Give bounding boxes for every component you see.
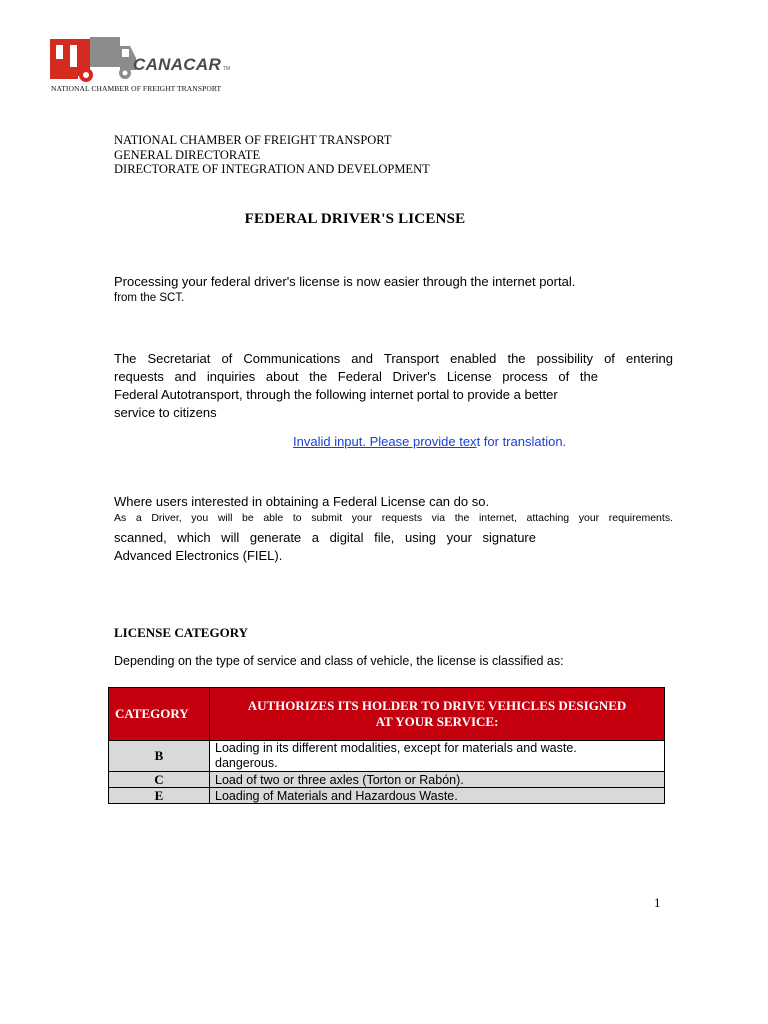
portal-link-rest[interactable]: t for translation. (476, 434, 567, 449)
category-description (210, 741, 665, 772)
table-header-row (109, 688, 665, 741)
category-code: B (109, 741, 210, 772)
truck-icon (50, 34, 136, 84)
section-intro: Depending on the type of service and class of vehicle, the license is classified as: (114, 654, 564, 668)
document-title: FEDERAL DRIVER'S LICENSE (244, 211, 466, 227)
org-line-2: GENERAL DIRECTORATE (114, 147, 261, 162)
table-row (109, 772, 665, 788)
portal-link-underlined[interactable]: Invalid input. Please provide tex (293, 434, 477, 449)
section-title: LICENSE CATEGORY (114, 625, 249, 640)
category-code: C (109, 772, 210, 788)
portal-link[interactable] (293, 434, 566, 449)
paragraph-3-line-3: scanned, which will generate a digital file, using your signature (114, 530, 536, 545)
license-category-table (108, 687, 665, 804)
category-description: Load of two or three axles (Torton or Rabón). (210, 772, 665, 788)
logo-name: CANACAR (133, 55, 222, 74)
category-code: E (109, 788, 210, 804)
header-authorizes-line-1: AUTHORIZES ITS HOLDER TO DRIVE VEHICLES DESIGNED (247, 698, 627, 713)
intro-line-1: Processing your federal driver's license is now easier through the internet portal. (114, 274, 576, 289)
paragraph-3-line-4: Advanced Electronics (FIEL). (114, 548, 283, 563)
header-authorizes-line-2: AT YOUR SERVICE: (375, 714, 499, 729)
org-line-1: NATIONAL CHAMBER OF FREIGHT TRANSPORT (114, 133, 392, 147)
header-category: CATEGORY (109, 688, 210, 741)
intro-line-2: from the SCT. (114, 292, 185, 304)
category-description-line-1: Loading in its different modalities, except for materials and waste. (215, 741, 577, 755)
paragraph-2-line-1: The Secretariat of Communications and Transport enabled the possibility of entering (114, 351, 673, 366)
header-authorizes (210, 688, 665, 741)
paragraph-2-line-3: Federal Autotransport, through the following internet portal to provide a better (114, 387, 558, 402)
paragraph-3-line-1: Where users interested in obtaining a Federal License can do so. (114, 494, 490, 509)
category-description: Loading of Materials and Hazardous Waste. (210, 788, 665, 804)
logo-subtitle: NATIONAL CHAMBER OF FREIGHT TRANSPORT (51, 84, 222, 93)
paragraph-2-line-4: service to citizens (114, 405, 217, 420)
organization-header (114, 133, 430, 177)
org-line-3: DIRECTORATE OF INTEGRATION AND DEVELOPMENT (114, 162, 430, 176)
table-row (109, 788, 665, 804)
paragraph-3-line-2: As a Driver, you will be able to submit your requests via the internet, attaching your requirements. (114, 512, 673, 524)
page-number: 1 (654, 895, 661, 910)
paragraph-2-line-2: requests and inquiries about the Federal Driver's License process of the (114, 369, 598, 384)
logo-tm: TM (223, 66, 231, 72)
category-description-line-2: dangerous. (215, 756, 278, 770)
table-row (109, 741, 665, 772)
